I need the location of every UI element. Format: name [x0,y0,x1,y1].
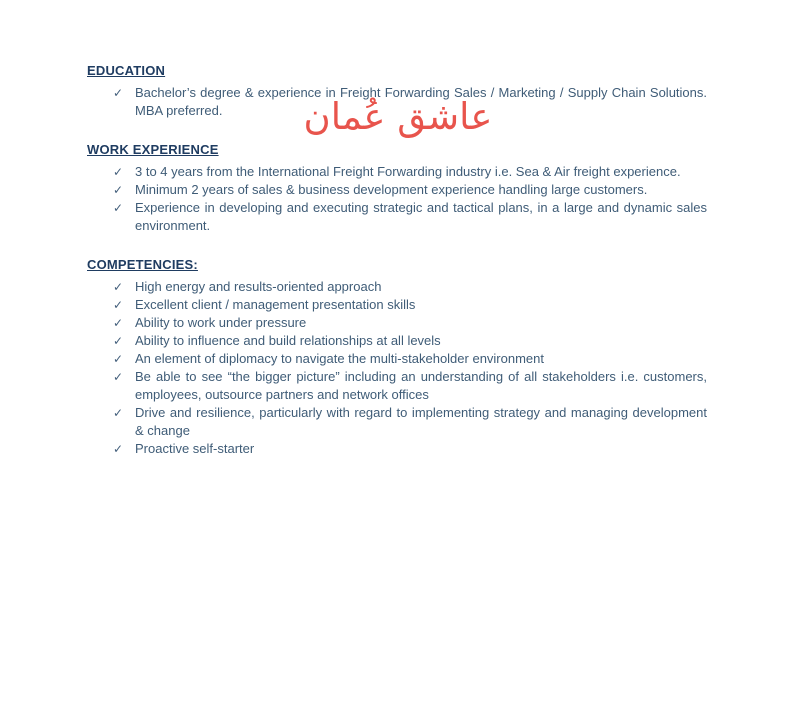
list-item [87,332,707,350]
section-heading-education: EDUCATION [87,63,166,78]
check-bullet-icon: ✓ [113,334,124,348]
list-item [87,181,707,199]
section-competencies [87,256,707,458]
bullet-text: Ability to influence and build relationships at all levels [135,333,441,348]
section-heading-work-experience: WORK EXPERIENCE [87,142,219,157]
section-education [87,62,707,120]
list-item [87,314,707,332]
bullet-text: Be able to see “the bigger picture” including an understanding of all stakeholders i.e. customers, employees, outsource partners and network offices [135,369,707,402]
bullet-text: Experience in developing and executing strategic and tactical plans, in a large and dynamic sales environment. [135,200,707,233]
list-item [87,404,707,440]
section-heading-competencies: COMPETENCIES: [87,257,198,272]
check-bullet-icon: ✓ [113,280,124,294]
list-item [87,350,707,368]
bullet-text: Drive and resilience, particularly with regard to implementing strategy and managing development & change [135,405,707,438]
check-bullet-icon: ✓ [113,298,124,312]
list-item [87,368,707,404]
list-item [87,199,707,235]
check-bullet-icon: ✓ [113,86,124,100]
list-item [87,278,707,296]
list-item [87,440,707,458]
bullet-text: High energy and results-oriented approach [135,279,382,294]
list-item [87,84,707,120]
list-item [87,163,707,181]
document-content [87,62,707,458]
bullet-text: Minimum 2 years of sales & business development experience handling large customers. [135,182,648,197]
check-bullet-icon: ✓ [113,201,124,215]
check-bullet-icon: ✓ [113,370,124,384]
bullet-text: 3 to 4 years from the International Freight Forwarding industry i.e. Sea & Air freight experience. [135,164,681,179]
check-bullet-icon: ✓ [113,352,124,366]
check-bullet-icon: ✓ [113,165,124,179]
section-work-experience [87,141,707,235]
check-bullet-icon: ✓ [113,183,124,197]
check-bullet-icon: ✓ [113,442,124,456]
bullet-text: Proactive self-starter [135,441,255,456]
check-bullet-icon: ✓ [113,406,124,420]
bullet-text: An element of diplomacy to navigate the multi-stakeholder environment [135,351,544,366]
bullet-text: Bachelor’s degree & experience in Freight Forwarding Sales / Marketing / Supply Chain Solutions. MBA preferred. [135,85,707,118]
education-list [87,84,707,120]
work-experience-list [87,163,707,235]
list-item [87,296,707,314]
arabic-watermark-text: عاشق عُمان [303,95,493,138]
bullet-text: Excellent client / management presentation skills [135,297,416,312]
competencies-list [87,278,707,458]
check-bullet-icon: ✓ [113,316,124,330]
bullet-text: Ability to work under pressure [135,315,307,330]
